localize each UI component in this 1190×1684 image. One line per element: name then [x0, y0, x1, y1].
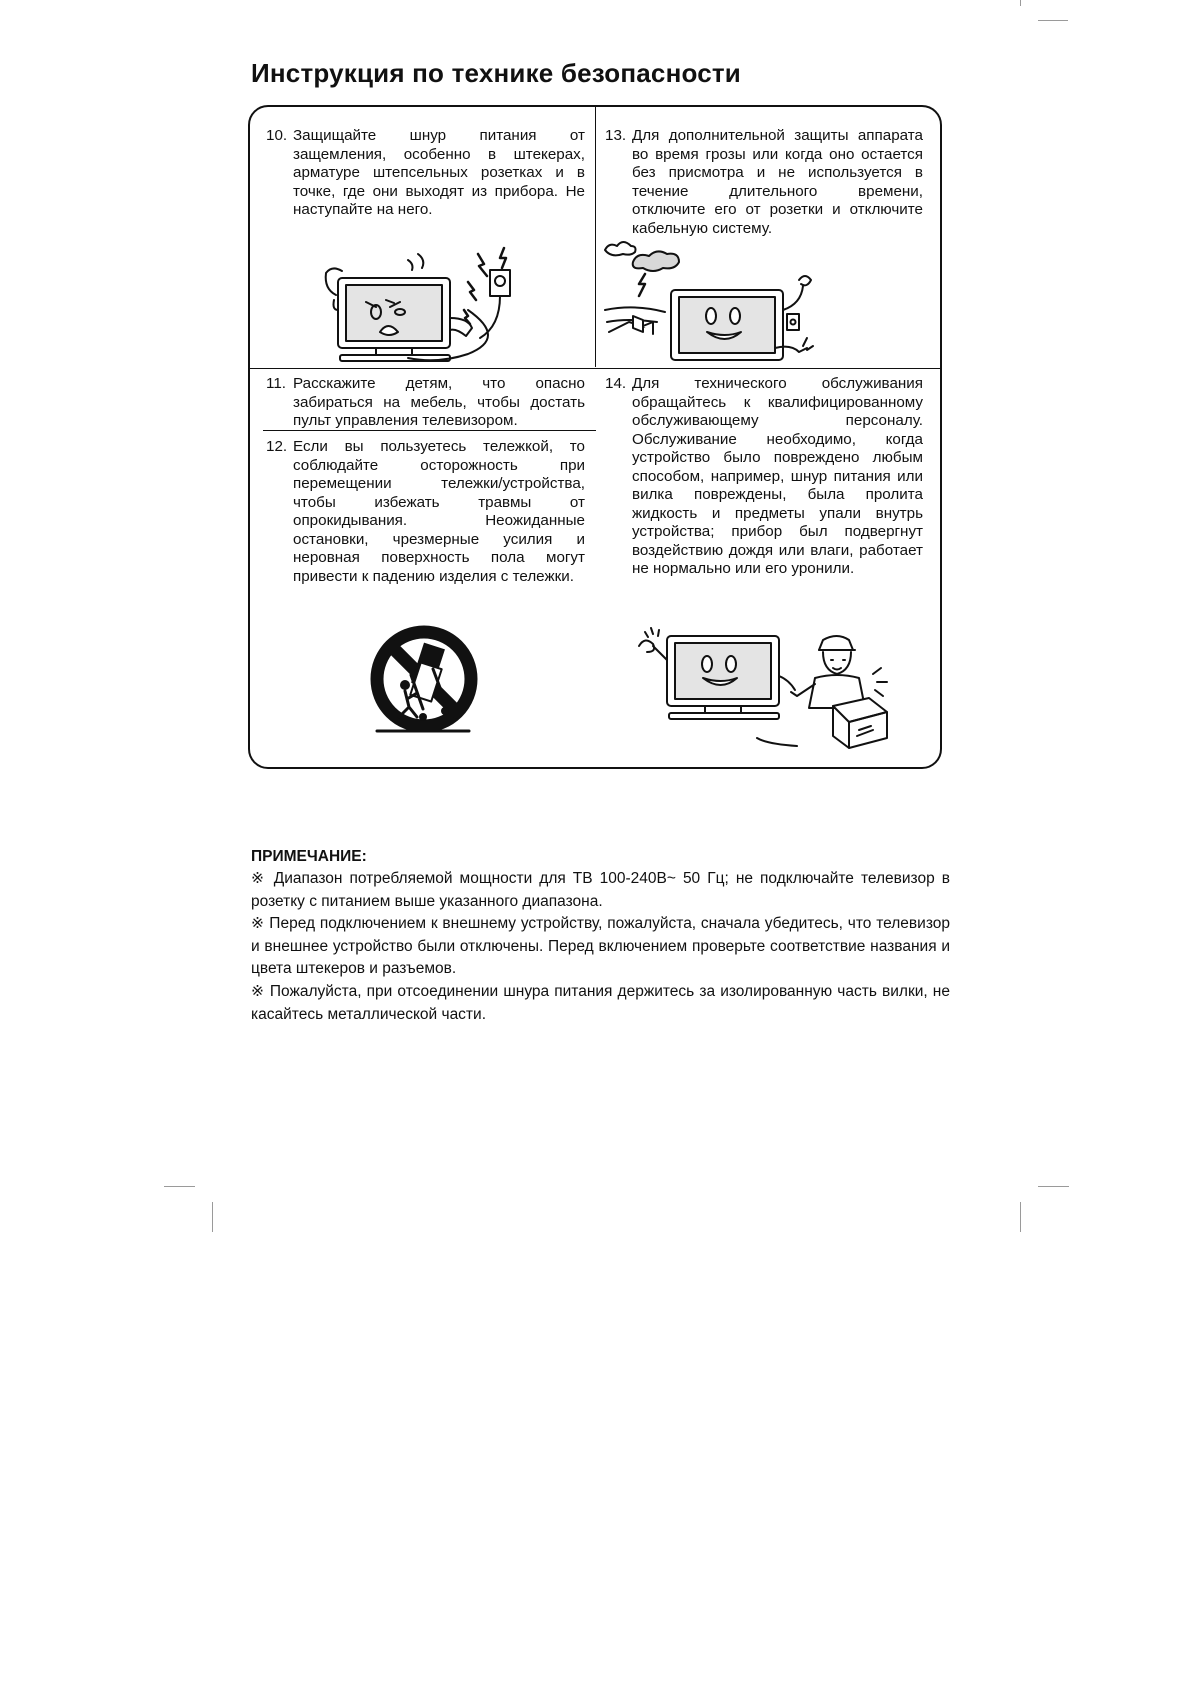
row-divider [250, 368, 940, 369]
item-text: Расскажите детям, что опасно забираться на мебель, чтобы достать пульт управления телевизором. [293, 375, 585, 429]
trim-mark-bottom-right-horizontal [1038, 1186, 1069, 1187]
tv-service-technician-icon [637, 626, 889, 748]
item-number: 11. [266, 375, 286, 392]
item-text: Защищайте шнур питания от защемления, особенно в штекерах, арматуре штепсельных розетках и в точке, где они выходят из прибора. Не наступайте на него. [293, 127, 585, 218]
note-title: ПРИМЕЧАНИЕ: [251, 848, 367, 865]
column-divider [595, 107, 596, 367]
item-number: 14. [605, 375, 627, 392]
trim-mark-bottom-left-vertical [212, 1202, 213, 1232]
note-entry: ※ Перед подключением к внешнему устройству, пожалуйста, сначала убедитесь, что телевизор и внешнее устройство были отключены. Перед включением проверьте соответствие названия и цвета штекеров и разъемов. [251, 915, 950, 977]
trim-mark-bottom-left-horizontal [164, 1186, 195, 1187]
page-title: Инструкция по технике безопасности [251, 58, 741, 88]
item-number: 13. [605, 127, 627, 144]
note-entry: ※ Пожалуйста, при отсоединении шнура питания держитесь за изолированную часть вилки, не касайтесь металлической части. [251, 983, 950, 1023]
cart-tip-over-warning-icon [365, 625, 483, 737]
tv-storm-unplug-icon [603, 240, 818, 365]
trim-mark-top-right-horizontal [1038, 20, 1068, 21]
trim-mark-top-right-vertical [1020, 0, 1021, 6]
item-text: Если вы пользуетесь тележкой, то соблюдайте осторожность при перемещении тележки/устройства, чтобы избежать травмы от опрокидывания. Неожиданные остановки, чрезмерные усилия и неровная поверхность пола могут привести к падению изделия с тележки. [293, 438, 585, 585]
item-number: 12. [266, 438, 288, 455]
item-text: Для дополнительной защиты аппарата во время грозы или когда оно остается без присмотра и не используется в течение длительного времени, отключите его от розетки и отключите кабельную систему. [632, 127, 923, 237]
trim-mark-bottom-right-vertical [1020, 1202, 1021, 1232]
item-number: 10. [266, 127, 288, 144]
tv-cord-pinched-sad-tv-icon [318, 250, 543, 365]
item-text: Для технического обслуживания обращайтесь к квалифицированному обслуживающему персоналу. Обслуживание необходимо, когда устройство было повреждено любым способом, например, шнур питания или вилка повреждены, была пролита жидкость и предметы упали внутрь устройства; прибор был подвергнут воздействию дождя или влаги, работает не нормально или его уронили. [632, 375, 923, 577]
note-entry: ※ Диапазон потребляемой мощности для ТВ 100-240В~ 50 Гц; не подключайте телевизор в розетку с питанием выше указанного диапазона. [251, 870, 950, 910]
